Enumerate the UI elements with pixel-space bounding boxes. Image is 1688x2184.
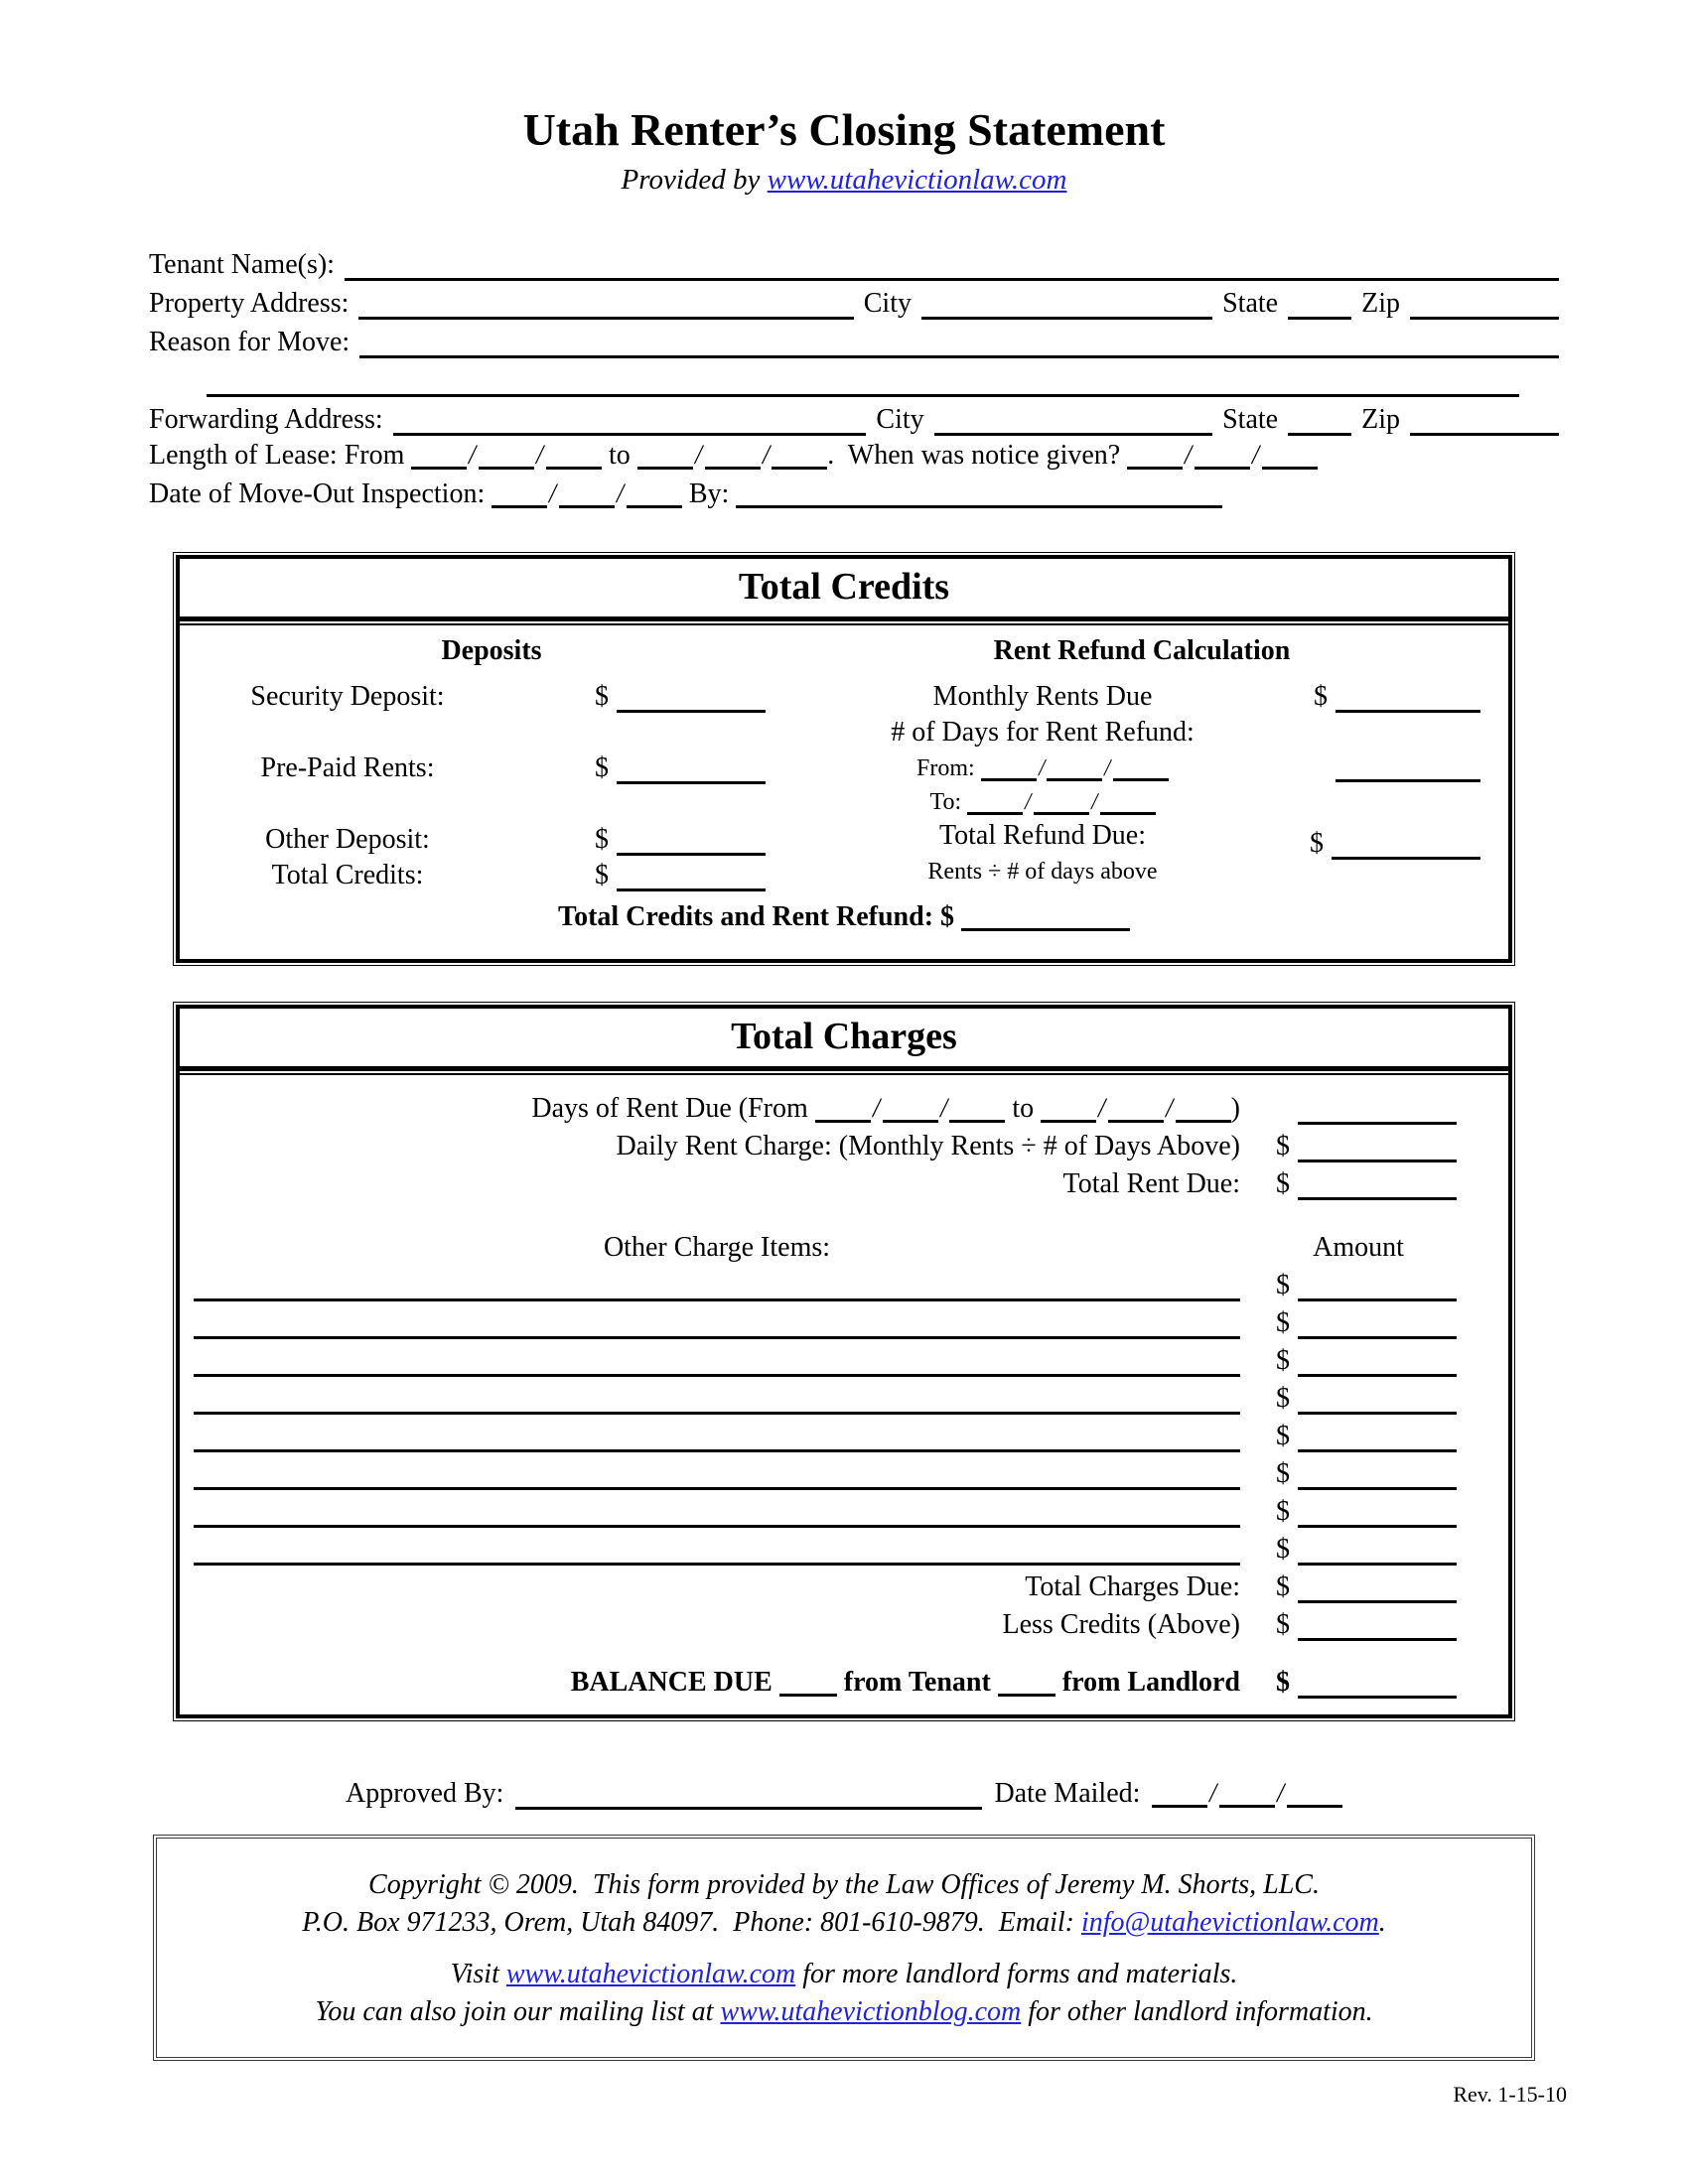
forwarding-address-row (149, 397, 1559, 436)
date-part-field[interactable] (1176, 1103, 1231, 1123)
credits-grand-total-label: Total Credits and Rent Refund: $ (557, 900, 955, 932)
dollar-sign: $ (1276, 1270, 1290, 1301)
other-charge-row (194, 1452, 1500, 1490)
date-part-field[interactable] (1152, 1788, 1207, 1808)
dollar-sign: $ (1276, 1421, 1290, 1452)
dollar-sign: $ (595, 860, 609, 891)
dollar-sign: $ (1276, 1168, 1290, 1200)
property-address-label: Property Address: (149, 288, 350, 320)
date-part-field[interactable] (967, 795, 1023, 815)
forwarding-address-field[interactable] (393, 416, 867, 436)
tenant-info-section (149, 242, 1559, 513)
provided-by-link[interactable]: www.utahevictionlaw.com (767, 163, 1067, 196)
provided-by-text: Provided by (621, 163, 768, 196)
from-landlord-label: from Landlord (1061, 1667, 1240, 1699)
rent-refund-column (789, 635, 1494, 891)
total-charges-box (176, 1005, 1512, 1718)
security-deposit-field[interactable] (617, 693, 766, 713)
other-charge-item-field[interactable] (194, 1319, 1240, 1339)
slash-separator: / (467, 439, 480, 471)
other-charge-item-field[interactable] (194, 1508, 1240, 1528)
property-address-row (149, 281, 1559, 320)
slash-separator: / (692, 439, 705, 471)
inspection-by-label: By: (688, 478, 730, 509)
days-for-refund-row (789, 713, 1494, 749)
visit-text: Visit (450, 1958, 506, 1989)
charges-box-body (180, 1073, 1508, 1714)
other-charge-row (194, 1301, 1500, 1339)
property-address-field[interactable] (358, 300, 853, 320)
total-refund-due-field[interactable] (1332, 840, 1480, 860)
total-credits-and-refund-field[interactable] (961, 911, 1130, 931)
slash-separator: / (937, 1093, 950, 1125)
total-charges-due-row (194, 1566, 1500, 1603)
slash-separator: / (1183, 439, 1196, 471)
forwarding-zip-label: Zip (1361, 404, 1400, 436)
reason-for-move-row2 (149, 358, 1559, 397)
refund-to-row (789, 782, 1494, 816)
other-charge-row (194, 1490, 1500, 1528)
other-charge-money (1256, 1307, 1500, 1338)
date-part-field[interactable] (1113, 761, 1169, 781)
forwarding-zip-field[interactable] (1410, 416, 1559, 436)
slash-separator: / (760, 439, 773, 471)
rent-refund-header: Rent Refund Calculation (993, 634, 1291, 666)
daily-rent-charge-label: Daily Rent Charge: (Monthly Rents ÷ # of Days Above) (616, 1131, 1240, 1162)
rent-due-from-date-field[interactable] (815, 1093, 1006, 1124)
dollar-sign: $ (1276, 1345, 1290, 1377)
mailing-list-text-end: for other landlord information. (1021, 1995, 1373, 2027)
date-part-field[interactable] (1127, 450, 1183, 470)
spacer-row (194, 713, 789, 749)
date-part-field[interactable] (492, 488, 547, 508)
other-charge-money (1256, 1534, 1500, 1565)
other-charge-money (1256, 1270, 1500, 1300)
forwarding-state-field[interactable] (1288, 416, 1351, 436)
balance-due-row (194, 1653, 1500, 1699)
reason-for-move-field[interactable] (359, 339, 1559, 358)
date-part-field[interactable] (1041, 1103, 1096, 1123)
total-credits-field[interactable] (617, 872, 766, 891)
refund-to-label: To: (929, 788, 962, 815)
copyright-text: Copyright © 2009. This form provided by the Law Offices of Jeremy M. Shorts, LLC. (368, 1868, 1320, 1900)
total-credits-row (194, 856, 789, 891)
lease-to-date-field[interactable] (637, 436, 828, 475)
refund-to-date-field[interactable] (967, 789, 1155, 816)
form-header (0, 0, 1688, 197)
other-charge-items-header: Other Charge Items: (603, 1232, 831, 1264)
dollar-sign: $ (595, 824, 609, 856)
other-charge-amount-field[interactable] (1298, 1470, 1457, 1490)
charges-box-title: Total Charges (180, 1009, 1508, 1071)
property-state-field[interactable] (1288, 300, 1351, 320)
forwarding-city-label: City (876, 404, 924, 436)
date-part-field[interactable] (1287, 1788, 1342, 1808)
date-part-field[interactable] (1108, 1103, 1164, 1123)
date-part-field[interactable] (559, 488, 615, 508)
slash-separator: / (1095, 1093, 1109, 1125)
refund-from-label: From: (915, 754, 975, 781)
forwarding-city-field[interactable] (934, 416, 1212, 436)
slash-separator: / (1089, 788, 1100, 815)
property-zip-field[interactable] (1410, 300, 1559, 320)
other-charge-row (194, 1415, 1500, 1452)
other-charge-money (1256, 1345, 1500, 1376)
date-part-field[interactable] (479, 450, 534, 470)
dollar-sign: $ (1276, 1383, 1290, 1415)
days-for-refund-label: # of Days for Rent Refund: (891, 717, 1195, 749)
reason-for-move-field-line2[interactable] (207, 377, 1519, 397)
rent-due-to-date-field[interactable] (1041, 1093, 1231, 1124)
from-tenant-label: from Tenant (843, 1667, 991, 1699)
total-credits-label: Total Credits: (271, 860, 424, 891)
dollar-sign: $ (1276, 1458, 1290, 1490)
inspection-date-label: Date of Move-Out Inspection: (149, 478, 486, 509)
slash-separator: / (1102, 754, 1113, 781)
lease-to-label: to (608, 439, 631, 471)
date-part-field[interactable] (637, 450, 693, 470)
refund-from-date-field[interactable] (981, 755, 1169, 782)
less-credits-label: Less Credits (Above) (1002, 1609, 1240, 1641)
total-charges-due-field[interactable] (1298, 1583, 1457, 1603)
date-part-field[interactable] (1219, 1788, 1275, 1808)
dollar-sign: $ (1276, 1496, 1290, 1528)
email-link[interactable]: info@utahevictionlaw.com (1080, 1906, 1379, 1938)
prepaid-rents-label: Pre-Paid Rents: (260, 752, 435, 784)
copyright-line1 (181, 1866, 1507, 1904)
visit-text-end: for more landlord forms and materials. (795, 1958, 1238, 1989)
other-charge-item-field[interactable] (194, 1282, 1240, 1301)
other-charge-row (194, 1528, 1500, 1566)
date-mailed-field[interactable] (1152, 1778, 1342, 1810)
date-part-field[interactable] (411, 450, 467, 470)
dollar-sign: $ (595, 752, 609, 784)
days-of-rent-paren: ) (1230, 1093, 1240, 1125)
property-city-field[interactable] (921, 300, 1212, 320)
forwarding-address-label: Forwarding Address: (149, 404, 383, 436)
days-for-refund-field[interactable] (1336, 762, 1480, 782)
inspection-row (149, 475, 1559, 513)
security-deposit-row (194, 677, 789, 713)
credits-grand-total-row (194, 901, 1494, 945)
date-part-field[interactable] (1262, 450, 1318, 470)
other-charge-amount-field[interactable] (1298, 1433, 1457, 1452)
slash-separator: / (1207, 1777, 1220, 1809)
revision-label: Rev. 1-15-10 (1453, 2081, 1567, 2107)
date-part-field[interactable] (705, 450, 761, 470)
date-part-field[interactable] (1047, 761, 1102, 781)
balance-from-landlord-field[interactable] (998, 1677, 1055, 1697)
approved-by-label: Approved By: (346, 1778, 504, 1810)
balance-from-tenant-field[interactable] (779, 1677, 837, 1697)
other-charge-amount-field[interactable] (1298, 1357, 1457, 1377)
other-charge-money (1256, 1421, 1500, 1451)
other-deposit-label: Other Deposit: (265, 824, 430, 856)
date-part-field[interactable] (981, 761, 1037, 781)
other-charge-money (1256, 1383, 1500, 1414)
slash-separator: / (547, 478, 560, 509)
deposits-header: Deposits (441, 634, 542, 666)
page-title: Utah Renter’s Closing Statement (522, 104, 1166, 155)
other-charge-rows (194, 1264, 1500, 1566)
tenant-names-label: Tenant Name(s): (149, 249, 335, 281)
dollar-sign: $ (1276, 1131, 1290, 1162)
date-part-field[interactable] (949, 1103, 1005, 1123)
other-charge-amount-field[interactable] (1298, 1395, 1457, 1415)
copyright-line2 (181, 1904, 1507, 1942)
lease-period: . (827, 439, 835, 471)
dollar-sign: $ (595, 681, 609, 713)
daily-rent-charge-row (194, 1125, 1500, 1162)
other-charge-item-field[interactable] (194, 1470, 1240, 1490)
property-state-label: State (1222, 288, 1279, 320)
slash-separator: / (1163, 1093, 1176, 1125)
refund-from-row (789, 749, 1494, 782)
other-charge-item-field[interactable] (194, 1395, 1240, 1415)
slash-separator: / (870, 1093, 883, 1125)
notice-given-date-field[interactable] (1127, 436, 1318, 475)
monthly-rents-label: Monthly Rents Due (932, 681, 1153, 713)
daily-rent-charge-field[interactable] (1298, 1143, 1457, 1162)
other-charge-amount-field[interactable] (1298, 1546, 1457, 1566)
lease-length-row (149, 436, 1559, 475)
date-mailed-label: Date Mailed: (994, 1778, 1141, 1810)
property-city-label: City (863, 288, 912, 320)
lease-length-label: Length of Lease: From (149, 439, 405, 471)
inspected-by-field[interactable] (736, 488, 1222, 508)
copyright-box (156, 1838, 1532, 2058)
lease-from-date-field[interactable] (411, 436, 602, 475)
other-charges-header-row (194, 1218, 1500, 1264)
credits-box-title: Total Credits (180, 559, 1508, 621)
approval-row (0, 1770, 1688, 1810)
less-credits-field[interactable] (1298, 1621, 1457, 1641)
slash-separator: / (1249, 439, 1262, 471)
amount-header: Amount (1313, 1232, 1404, 1264)
other-charge-item-field[interactable] (194, 1433, 1240, 1452)
date-part-field[interactable] (1100, 795, 1156, 815)
deposits-column (194, 635, 789, 891)
other-charge-row (194, 1339, 1500, 1377)
other-charge-amount-field[interactable] (1298, 1508, 1457, 1528)
other-charge-item-field[interactable] (194, 1357, 1240, 1377)
mailing-list-text: You can also join our mailing list at (315, 1995, 721, 2027)
date-part-field[interactable] (1195, 450, 1250, 470)
other-charge-amount-field[interactable] (1298, 1282, 1457, 1301)
less-credits-row (194, 1603, 1500, 1641)
days-of-rent-row (194, 1087, 1500, 1125)
slash-separator: / (614, 478, 627, 509)
contact-text: P.O. Box 971233, Orem, Utah 84097. Phone: 801-610-9879. Email: (302, 1906, 1081, 1938)
other-charge-row (194, 1377, 1500, 1415)
date-part-field[interactable] (772, 450, 827, 470)
other-charge-amount-field[interactable] (1298, 1319, 1457, 1339)
tenant-names-row (149, 242, 1559, 281)
spacer-row (194, 784, 789, 820)
other-charge-item-field[interactable] (194, 1546, 1240, 1566)
blog-link[interactable]: www.utahevictionblog.com (720, 1995, 1022, 2027)
other-charge-row (194, 1264, 1500, 1301)
total-refund-label: Total Refund Due: (939, 820, 1146, 852)
contact-text-end: . (1378, 1906, 1386, 1938)
refund-formula-label: Rents ÷ # of days above (927, 858, 1158, 885)
days-of-rent-to-label: to (1012, 1093, 1035, 1125)
prepaid-rents-row (194, 749, 789, 784)
copyright-line4 (181, 1993, 1507, 2031)
total-rent-due-field[interactable] (1298, 1180, 1457, 1200)
date-part-field[interactable] (883, 1103, 938, 1123)
reason-for-move-label: Reason for Move: (149, 327, 351, 358)
credits-box-body (180, 623, 1508, 959)
dollar-sign: $ (1276, 1307, 1290, 1339)
slash-separator: / (1023, 788, 1034, 815)
dollar-sign: $ (1276, 1571, 1290, 1603)
dollar-sign: $ (1276, 1667, 1290, 1699)
slash-separator: / (533, 439, 547, 471)
total-credits-box (176, 555, 1512, 963)
reason-for-move-row (149, 320, 1559, 358)
date-part-field[interactable] (546, 450, 602, 470)
other-charge-money (1256, 1496, 1500, 1527)
total-rent-due-label: Total Rent Due: (1062, 1168, 1240, 1200)
security-deposit-label: Security Deposit: (250, 681, 445, 713)
slash-separator: / (1275, 1777, 1288, 1809)
visit-site-link[interactable]: www.utahevictionlaw.com (505, 1958, 796, 1989)
slash-separator: / (1036, 754, 1048, 781)
date-part-field[interactable] (1034, 795, 1089, 815)
monthly-rents-due-field[interactable] (1336, 693, 1480, 713)
balance-due-amount-field[interactable] (1298, 1679, 1457, 1699)
property-zip-label: Zip (1361, 288, 1400, 320)
inspection-date-field[interactable] (492, 475, 682, 513)
approved-by-field[interactable] (515, 1790, 982, 1810)
dollar-sign: $ (1310, 828, 1324, 860)
tenant-names-field[interactable] (345, 261, 1559, 281)
date-part-field[interactable] (815, 1103, 871, 1123)
days-of-rent-field[interactable] (1298, 1105, 1457, 1125)
dollar-sign: $ (1276, 1609, 1290, 1641)
days-of-rent-label: Days of Rent Due (From (531, 1093, 808, 1125)
dollar-sign: $ (1314, 681, 1328, 713)
total-rent-due-row (194, 1162, 1500, 1200)
other-charge-money (1256, 1458, 1500, 1489)
dollar-sign: $ (1276, 1534, 1290, 1566)
total-refund-money (1310, 824, 1480, 860)
notice-given-label: When was notice given? (847, 439, 1121, 471)
forwarding-state-label: State (1222, 404, 1279, 436)
prepaid-rents-field[interactable] (617, 764, 766, 784)
balance-due-label: BALANCE DUE (570, 1667, 773, 1699)
copyright-line3 (181, 1956, 1507, 1993)
other-deposit-row (194, 820, 789, 856)
other-deposit-field[interactable] (617, 836, 766, 856)
provided-by-line (0, 164, 1688, 197)
date-part-field[interactable] (627, 488, 682, 508)
monthly-rents-row (789, 677, 1494, 713)
total-charges-due-label: Total Charges Due: (1025, 1571, 1240, 1603)
